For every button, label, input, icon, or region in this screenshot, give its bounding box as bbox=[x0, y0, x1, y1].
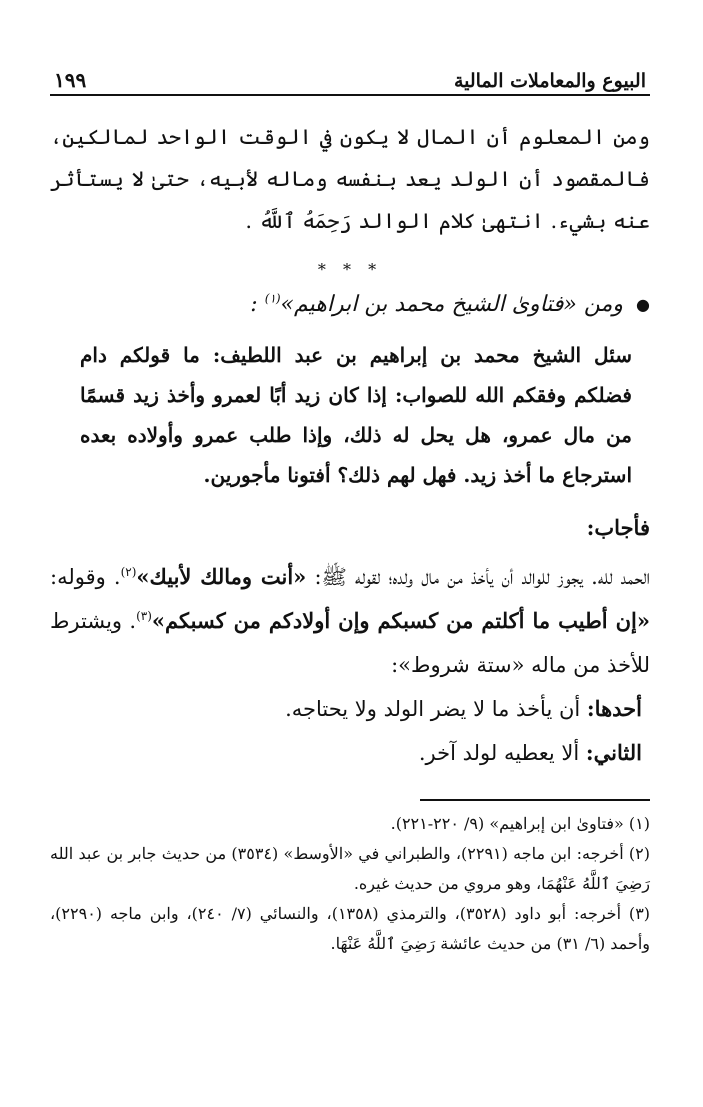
footnote-3: (٣) أخرجه: أبو داود (٣٥٢٨)، والترمذي (١٣٥٨)، والنسائي (٧/ ٢٤٠)، وابن ماجه (٢٢٩٠)، وأحمد (٦/ ٣١) من حديث عائشة رَضِيَ ٱللَّهُ عَنْهَا. bbox=[50, 904, 651, 953]
section-separator: * * * bbox=[317, 260, 383, 279]
book-page bbox=[50, 58, 650, 959]
condition-text: أن يأخذ ما لا يضر الولد ولا يحتاجه. bbox=[285, 697, 587, 721]
answer-text-3: . ويشترط للأخذ من ماله «ستة شروط»: bbox=[50, 609, 650, 677]
footnote-2: (٢) أخرجه: ابن ماجه (٢٢٩١)، والطبراني في «الأوسط» (٣٥٣٤) من حديث جابر بن عبد الله رَضِيَ ٱللَّهُ عَنْهُمَا، وهو مروي من حديث غيره. bbox=[50, 844, 651, 893]
bullet-icon: ● bbox=[636, 295, 650, 314]
running-header bbox=[50, 58, 650, 96]
answer-text-2: . وقوله: bbox=[50, 565, 121, 589]
footnote-ref-3: (٣) bbox=[136, 609, 152, 623]
footnote-ref-2: (٢) bbox=[120, 565, 137, 579]
fatwa-source-colon: : bbox=[250, 292, 258, 317]
condition-label: أحدها: bbox=[586, 696, 642, 721]
answer-heading: فأجاب: bbox=[586, 515, 650, 540]
fatwa-source-title: ومن «فتاوىٰ الشيخ محمد بن ابراهيم» bbox=[280, 292, 624, 317]
footnote-ref-1: (١) bbox=[264, 291, 281, 306]
chapter-title: البيوع والمعاملات المالية bbox=[453, 70, 646, 92]
condition-item bbox=[50, 731, 642, 775]
question-paragraph: سئل الشيخ محمد بن إبراهيم بن عبد اللطيف: ما قولكم دام فضلكم وفقكم الله للصواب: إذا كان زيد أبًا لعمرو وأخذ زيد قسمًا من مال عمرو، هل يحل له ذلك، وإذا طلب عمرو وأولاده بعده استرجاع ما أخذ زيد. فهل لهم ذلك؟ أفتونا مأجورين. bbox=[80, 343, 632, 487]
footnote-1: (١) «فتاوىٰ ابن إبراهيم» (٩/ ٢٢٠-٢٢١). bbox=[390, 814, 650, 833]
condition-label: الثاني: bbox=[585, 740, 642, 765]
answer-paragraph bbox=[50, 555, 650, 687]
condition-item bbox=[50, 687, 642, 731]
footnote-divider bbox=[420, 799, 650, 801]
condition-text: ألا يعطيه لولد آخر. bbox=[418, 741, 586, 765]
answer-text-1: الحمد لله. يجوز للوالد أن يأخذ من مال ولده؛ لقوله ﷺ: bbox=[306, 565, 650, 589]
hadith-quote-2: «إن أطيب ما أكلتم من كسبكم وإن أولادكم من كسبكم» bbox=[151, 608, 650, 633]
page-number: ١٩٩ bbox=[54, 68, 87, 92]
hadith-quote-1: «أنت ومالك لأبيك» bbox=[136, 564, 307, 589]
intro-paragraph: ومن المعلوم أن المال لا يكون في الوقت الواحد لمالكين، فالمقصود أن الولد يعد بنفسه وماله لأبيه، حتىٰ لا يستأثر عنه بشيء. انتهىٰ كلام الوالد رَحِمَهُ ٱللَّهُ . bbox=[50, 125, 650, 233]
fatwa-source-line bbox=[50, 283, 650, 327]
